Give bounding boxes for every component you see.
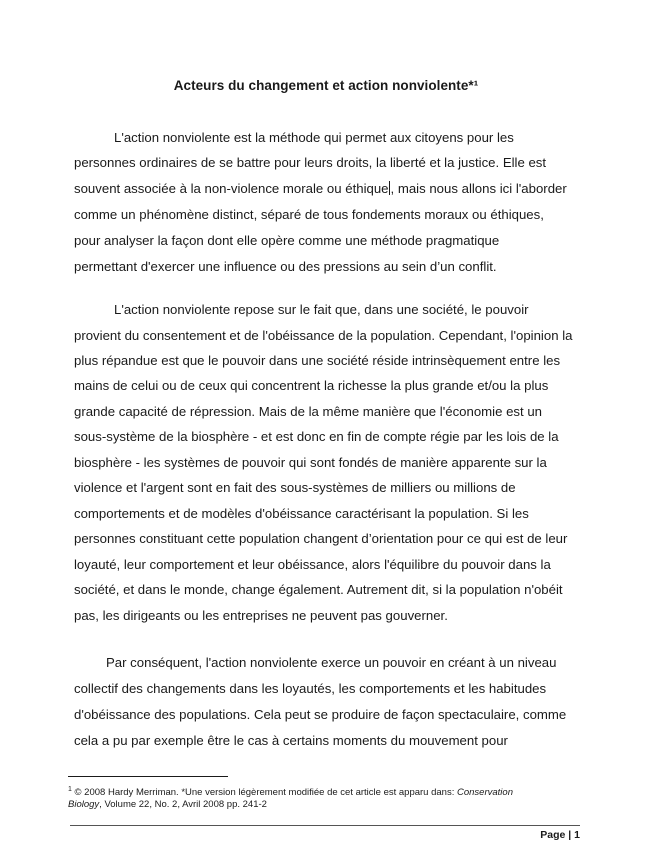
paragraph-1-line-3-end[interactable]: , mais nous allons ici l'aborder	[390, 181, 567, 196]
footnote-citation[interactable]: , Volume 22, No. 2, Avril 2008 pp. 241-2	[99, 799, 267, 810]
paragraph-1-line-4[interactable]: comme un phénomène distinct, séparé de tous fondements moraux ou éthiques,	[74, 207, 544, 222]
footnote-line-2[interactable]	[68, 799, 267, 810]
document-title: Acteurs du changement et action nonviolente*¹	[173, 78, 479, 93]
footnote-text[interactable]: © 2008 Hardy Merriman. *Une version légèrement modifiée de cet article est apparu dans:	[71, 787, 457, 799]
paragraph-3-line-4[interactable]: cela a pu par exemple être le cas à certains moments du mouvement pour	[74, 733, 508, 748]
footnote-marker: 1	[68, 786, 72, 793]
paragraph-2-line-6[interactable]: sous-système de la biosphère - et est donc en fin de compte régie par les lois de la	[74, 429, 559, 444]
paragraph-2-line-5[interactable]: grande capacité de répression. Mais de la même manière que l'économie est un	[74, 404, 543, 419]
paragraph-3-line-1[interactable]: Par conséquent, l'action nonviolente exerce un pouvoir en créant à un niveau	[106, 655, 557, 670]
footnote-journal-part-2[interactable]: Biology	[68, 799, 100, 810]
paragraph-1-line-2[interactable]: personnes ordinaires de se battre pour leurs droits, la liberté et la justice. Elle est	[74, 155, 547, 170]
page-number: Page | 1	[540, 829, 580, 841]
paragraph-1-line-5[interactable]: pour analyser la façon dont elle opère comme une méthode pragmatique	[74, 233, 500, 248]
paragraph-2-line-9[interactable]: comportements et de modèles d'obéissance caractérisant la population. Si les	[74, 506, 529, 521]
paragraph-2-line-11[interactable]: loyauté, leur comportement et leur obéissance, alors l'équilibre du pouvoir dans la	[74, 557, 551, 572]
paragraph-2-line-7[interactable]: biosphère - les systèmes de pouvoir qui sont fondés de manière apparente sur la	[74, 455, 547, 470]
paragraph-1-line-1[interactable]: L'action nonviolente est la méthode qui permet aux citoyens pour les	[114, 130, 514, 145]
paragraph-1-line-3-start[interactable]: souvent associée à la non-violence morale ou éthique	[74, 181, 389, 196]
paragraph-2-line-3[interactable]: plus répandue est que le pouvoir dans une société réside intrinsèquement entre les	[74, 353, 561, 368]
paragraph-2-line-13[interactable]: pas, les dirigeants ou les entreprises ne peuvent pas gouverner.	[74, 608, 448, 623]
footnote-separator	[68, 776, 228, 777]
paragraph-2-line-2[interactable]: provient du consentement et de l'obéissance de la population. Cependant, l'opinion la	[74, 328, 573, 343]
paragraph-1-line-6[interactable]: permettant d'exercer une influence ou des pressions au sein d’un conflit.	[74, 259, 497, 274]
paragraph-3-line-2[interactable]: collectif des changements dans les loyautés, les comportements et les habitudes	[74, 681, 547, 696]
paragraph-2-line-10[interactable]: personnes constituant cette population changent d’orientation pour ce qui est de leur	[74, 531, 568, 546]
paragraph-1-line-3[interactable]	[74, 181, 567, 196]
footnote-line-1[interactable]	[68, 786, 513, 798]
footnote-journal-part-1[interactable]: Conservation	[457, 787, 513, 799]
paragraph-2-line-12[interactable]: société, et dans le monde, change également. Autrement dit, si la population n'obéit	[74, 582, 563, 597]
footer-rule	[70, 825, 580, 826]
paragraph-2-line-4[interactable]: mains de celui ou de ceux qui concentrent la richesse la plus grande et/ou la plus	[74, 378, 549, 393]
paragraph-2-line-1[interactable]: L'action nonviolente repose sur le fait que, dans une société, le pouvoir	[114, 302, 529, 317]
paragraph-2-line-8[interactable]: violence et l'argent sont en fait des sous-systèmes de milliers ou millions de	[74, 480, 516, 495]
paragraph-3-line-3[interactable]: d'obéissance des populations. Cela peut se produire de façon spectaculaire, comme	[74, 707, 567, 722]
